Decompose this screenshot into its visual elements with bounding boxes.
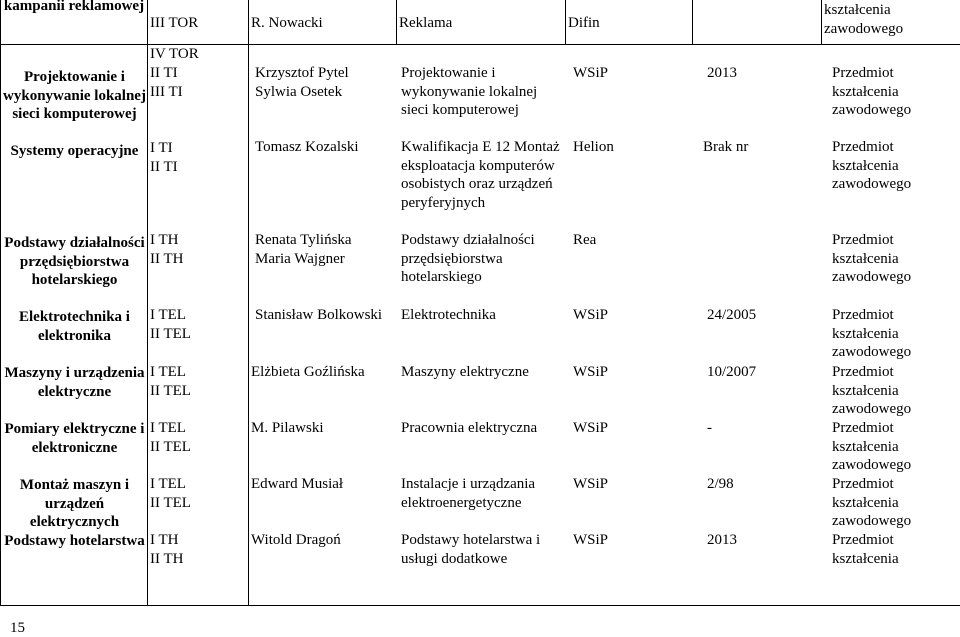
teacher-cell: R. Nowacki <box>249 0 397 45</box>
teacher-name: Elżbieta Goźlińska <box>251 364 365 380</box>
page-number: 15 <box>10 620 25 636</box>
book-title: Projektowanie i wykonywanie lokalnej sieci komputerowej <box>401 65 538 118</box>
teacher-name: Witold Dragoń <box>251 532 341 548</box>
publisher: Rea <box>573 232 597 248</box>
teacher-name: Tomasz Kozalski <box>255 139 359 155</box>
teacher-name: Krzysztof Pytel Sylwia Osetek <box>255 65 349 100</box>
approval-number: Brak nr <box>703 139 749 155</box>
publisher: Helion <box>573 139 614 155</box>
class-item: I TI <box>150 140 173 156</box>
teacher-name: M. Pilawski <box>251 420 324 436</box>
approval-number: 2/98 <box>707 476 734 492</box>
publisher: WSiP <box>573 420 609 436</box>
class-item: II TEL <box>150 383 191 399</box>
class-item: I TH <box>150 232 179 248</box>
subject-type: Przedmiot kształcenia zawodowego <box>832 232 912 285</box>
class-item: II TEL <box>150 439 191 455</box>
class-item: II TH <box>150 251 184 267</box>
approval-number: 2013 <box>707 532 737 548</box>
class-item: II TH <box>150 551 184 567</box>
class-item: III TI <box>150 84 183 100</box>
class-item: IV TOR <box>150 46 199 62</box>
teacher-name: Stanisław Bolkowski <box>255 307 383 323</box>
entries-cell <box>249 45 960 606</box>
publisher-cell: Difin <box>566 0 693 45</box>
book-title: Maszyny elektryczne <box>401 364 529 380</box>
class-item: I TEL <box>150 476 186 492</box>
subject-cell: kampanii reklamowej <box>1 0 148 45</box>
subject-item: Systemy operacyjne <box>10 143 139 159</box>
subject-item: Pomiary elektryczne i elektroniczne <box>4 421 145 456</box>
type-cell: kształcenia zawodowego <box>822 0 960 45</box>
class-item: II TEL <box>150 326 191 342</box>
book-title: Podstawy hotelarstwa i usługi dodatkowe <box>401 532 541 567</box>
book-title: Pracownia elektryczna <box>401 420 538 436</box>
subject-type: Przedmiot kształcenia zawodowego <box>832 364 912 417</box>
subject-type: Przedmiot kształcenia zawodowego <box>832 476 912 529</box>
subject-item: Podstawy działalności przędsiębiorstwa hotelarskiego <box>4 235 145 288</box>
class-item: I TEL <box>150 307 186 323</box>
class-cell: III TOR <box>148 0 249 45</box>
publisher: WSiP <box>573 65 609 81</box>
subject-item: Podstawy hotelarstwa <box>4 533 145 549</box>
teacher-name: Renata Tylińska Maria Wajgner <box>255 232 352 267</box>
subject-type: Przedmiot kształcenia zawodowego <box>832 420 912 473</box>
class-item: I TH <box>150 532 179 548</box>
subject-type: Przedmiot kształcenia zawodowego <box>832 307 912 360</box>
number-cell <box>693 0 822 45</box>
subjects-cell <box>1 45 148 606</box>
approval-number: 2013 <box>707 65 737 81</box>
subject-item: Montaż maszyn i urządzeń elektrycznych <box>19 477 130 530</box>
publisher: WSiP <box>573 476 609 492</box>
class-item: II TI <box>150 159 178 175</box>
book-title: Kwalifikacja E 12 Montaż eksploatacja komputerów osobistych oraz urządzeń peryferyjnych <box>401 139 560 211</box>
subject-type: Przedmiot kształcenia zawodowego <box>832 65 912 118</box>
subject-item: Maszyny i urządzenia elektryczne <box>4 365 145 400</box>
class-item: I TEL <box>150 364 186 380</box>
approval-number: - <box>707 420 712 436</box>
publisher: WSiP <box>573 307 609 323</box>
book-title: Instalacje i urządzania elektroenergetyczne <box>401 476 536 511</box>
approval-number: 24/2005 <box>707 307 757 323</box>
table-row <box>1 0 960 45</box>
publisher: WSiP <box>573 364 609 380</box>
class-item: II TEL <box>150 495 191 511</box>
teacher-name: Edward Musiał <box>251 476 344 492</box>
book-title: Podstawy działalności przędsiębiorstwa hotelarskiego <box>401 232 535 285</box>
subject-type: Przedmiot kształcenia zawodowego <box>832 139 912 192</box>
subject-type: Przedmiot kształcenia <box>832 532 899 567</box>
publisher: WSiP <box>573 532 609 548</box>
book-title: Elektrotechnika <box>401 307 496 323</box>
table-row <box>1 45 960 606</box>
classes-cell <box>148 45 249 606</box>
class-item: I TEL <box>150 420 186 436</box>
title-cell: Reklama <box>397 0 566 45</box>
approval-number: 10/2007 <box>707 364 757 380</box>
subject-item: Projektowanie i wykonywanie lokalnej sieci komputerowej <box>3 69 146 122</box>
class-item: II TI <box>150 65 178 81</box>
subject-item: Elektrotechnika i elektronika <box>19 309 130 344</box>
